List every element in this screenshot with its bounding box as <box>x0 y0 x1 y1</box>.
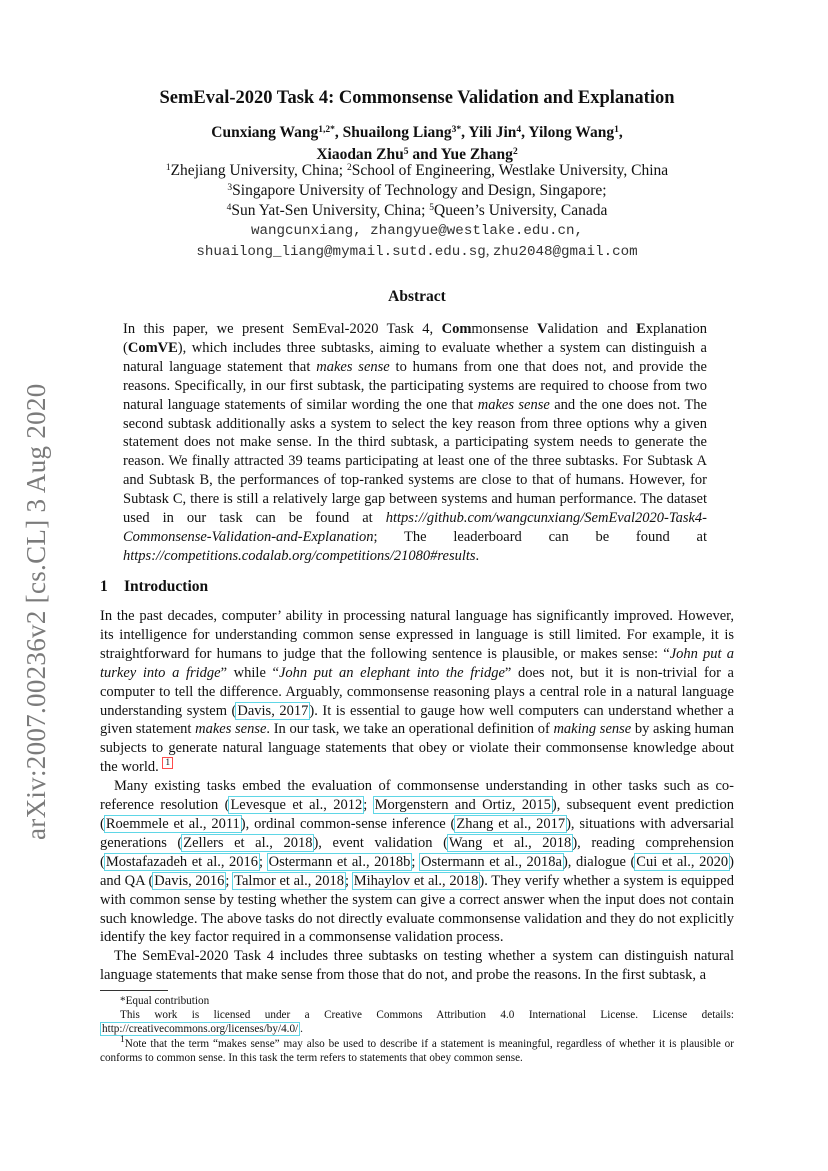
author-affil-marker: 3* <box>451 125 462 135</box>
citation-link[interactable]: Davis, 2016 <box>154 872 225 889</box>
leaderboard-url: https://competitions.codalab.org/competitions/21080#results <box>123 547 476 564</box>
citation-link[interactable]: Zhang et al., 2017 <box>456 815 566 832</box>
affiliation-line <box>100 201 734 221</box>
author-affil-marker: 2 <box>512 147 518 157</box>
dataset-url: https://github.com/wangcunxiang/SemEval2020-Task4-Commonsense-Validation-and-Explanation <box>123 510 707 545</box>
citation-link[interactable]: Mihaylov et al., 2018 <box>353 872 479 889</box>
affil-marker: 5 <box>429 203 435 213</box>
email-line <box>100 241 734 262</box>
affiliation-line <box>100 161 734 181</box>
affil-marker: 4 <box>226 203 232 213</box>
affil-marker: 3 <box>227 183 233 193</box>
author-name: Xiaodan Zhu <box>316 146 404 163</box>
paragraph: Many existing tasks embed the evaluation of commonsense understanding in other tasks such as co-reference resolution (Levesque et al., 2012; Morgenstern and Ortiz, 2015), subsequent event prediction (Roemmele et al., 2011), ordinal common-sense inference (Zhang et al., 2017), situations with adversarial generations (Zellers et al., 2018), event validation (Wang et al., 2018), reading comprehension (Mostafazadeh et al., 2016; Ostermann et al., 2018b; Ostermann et al., 2018a), dialogue (Cui et al., 2020) and QA (Davis, 2016; Talmor et al., 2018; Mihaylov et al., 2018). They verify whether a system is equipped with common sense by testing whether the system can give a correct answer when the input does not contain such knowledge. The above tasks do not directly evaluate commonsense validation and they do not explicitly identify the key factor required in a commonsense validation process. <box>100 778 735 946</box>
author-conjunction: and <box>412 146 438 163</box>
footnotes <box>100 994 734 1065</box>
citation-link[interactable]: Zellers et al., 2018 <box>183 834 313 851</box>
author-affil-marker: 1,2* <box>318 125 335 135</box>
affil-marker: 1 <box>165 163 171 173</box>
citation-link[interactable]: Talmor et al., 2018 <box>234 872 345 889</box>
author-name: Yilong Wang <box>528 124 615 141</box>
author-name: Cunxiang Wang <box>211 124 319 141</box>
citation-link[interactable]: Ostermann et al., 2018a <box>421 853 562 870</box>
author-emails <box>100 221 734 262</box>
citation-link[interactable]: Mostafazadeh et al., 2016 <box>105 853 259 870</box>
paragraph: In the past decades, computer’ ability in processing natural language has significantly improved. However, its intelligence for understanding common sense expressed in language is still limited. For example, it is straightforward for humans to judge that the following sentence is plausible, or makes sense: “John put a turkey into a fridge” while “John put an elephant into the fridge” does not, but it is non-trivial for a computer to tell the difference. Arguably, commonsense reasoning plays a central role in a natural language understanding system (Davis, 2017). It is essential to gauge how well computers can understand whether a given statement makes sense. In our task, we take an operational definition of making sense by asking human subjects to generate natural language statements that obey or violate their commonsense knowledge about the world. $^1$ <box>100 608 735 776</box>
footnote-link[interactable]: 1 <box>162 757 173 769</box>
email-address: zhu2048@gmail.com <box>492 244 638 260</box>
paper-title: SemEval-2020 Task 4: Commonsense Validation and Explanation <box>159 88 675 108</box>
footnote-1: $^1$Note that the term “makes sense” may also be used to describe if a statement is meaningful, regardless of whether it is plausible or conforms to common sense. In this task the term refers to statements that obey common sense. <box>100 1034 734 1064</box>
citation-link[interactable]: Davis, 2017 <box>237 702 309 719</box>
citation-link[interactable]: Ostermann et al., 2018b <box>268 853 411 870</box>
citation-link[interactable]: Cui et al., 2020 <box>636 853 729 870</box>
affiliation-list <box>100 161 734 221</box>
author-list: Cunxiang Wang$^{1,2*}$, Shuailong Liang$^{3*}$, Yili Jin$^4$, Yilong Wang$^1$, Xiaodan Zhu$^5$ and Yue Zhang$^2$ <box>211 124 623 163</box>
footnote-divider <box>100 990 168 991</box>
citation-link[interactable]: Wang et al., 2018 <box>448 834 572 851</box>
affiliation-text: Sun Yat-Sen University, China; <box>231 202 426 219</box>
abstract-text: In this paper, we present SemEval-2020 Task 4, Commonsense Validation and Explanation (ComVE), which includes three subtasks, aiming to evaluate whether a system can distinguish a natural language statement that makes sense to humans from one that does not, and provide the reasons. Specifically, in our first subtask, the participating systems are required to choose from two natural language statements of similar wording the one that makes sense and the one does not. The second subtask additionally asks a system to select the key reason from three options why a given statement does not make sense. In the third subtask, a participating system needs to generate the reason. We finally attracted 39 teams participating at least one of the three subtasks. For Subtask A and Subtask B, the performances of top-ranked systems are close to that of humans. However, for Subtask C, there is still a relatively large gap between systems and human performance. The dataset used in our task can be found at https://github.com/wangcunxiang/SemEval2020-Task4-Commonsense-Validation-and-Explanation; The leaderboard can be found at https://competitions.codalab.org/competitions/21080#results. <box>123 321 708 564</box>
footnote-license: This work is licensed under a Creative Commons Attribution 4.0 International License. License details: http://creativecommons.org/licenses/by/4.0/ . <box>102 1009 734 1036</box>
email-address: shuailong_liang@mymail.sutd.edu.sg <box>196 244 486 260</box>
affil-marker: 2 <box>346 163 352 173</box>
affiliation-text: Queen’s University, Canada <box>434 202 608 219</box>
email-line: wangcunxiang, zhangyue@westlake.edu.cn, <box>250 223 584 239</box>
abstract-heading: Abstract <box>388 288 446 305</box>
email-separator: , <box>485 243 493 259</box>
citation-link[interactable]: Morgenstern and Ortiz, 2015 <box>374 797 551 814</box>
paragraph: The SemEval-2020 Task 4 includes three subtasks on testing whether a system can distinguish natural language statements that make sense from those that do not, and probe the reasons. In the first subtask, a <box>100 948 734 984</box>
author-affil-marker: 5 <box>403 147 409 157</box>
affiliation-text: Singapore University of Technology and Design, Singapore; <box>232 182 607 199</box>
citation-link[interactable]: Roemmele et al., 2011 <box>105 815 240 832</box>
affiliation-text: School of Engineering, Westlake University, China <box>351 162 669 179</box>
citation-link[interactable]: Levesque et al., 2012 <box>230 797 363 814</box>
footnote-equal-contribution: *Equal contribution <box>120 995 210 1007</box>
license-link[interactable]: http://creativecommons.org/licenses/by/4.0/ <box>102 1023 299 1036</box>
footnote-marker: 1 <box>120 1034 125 1045</box>
affiliation-text: Zhejiang University, China; <box>170 162 344 179</box>
author-name: Yue Zhang <box>440 146 513 163</box>
author-affil-marker: 4 <box>516 125 522 135</box>
author-name: Yili Jin <box>468 124 517 141</box>
author-name: Shuailong Liang <box>342 124 452 141</box>
affiliation-line <box>100 181 734 201</box>
arxiv-identifier-stamp: arXiv:2007.00236v2 [cs.CL] 3 Aug 2020 <box>21 383 51 840</box>
section-number: 1 <box>100 578 108 595</box>
section-heading-introduction <box>100 578 208 596</box>
section-title: Introduction <box>124 578 209 595</box>
introduction-body <box>100 607 734 985</box>
author-affil-marker: 1 <box>614 125 619 135</box>
